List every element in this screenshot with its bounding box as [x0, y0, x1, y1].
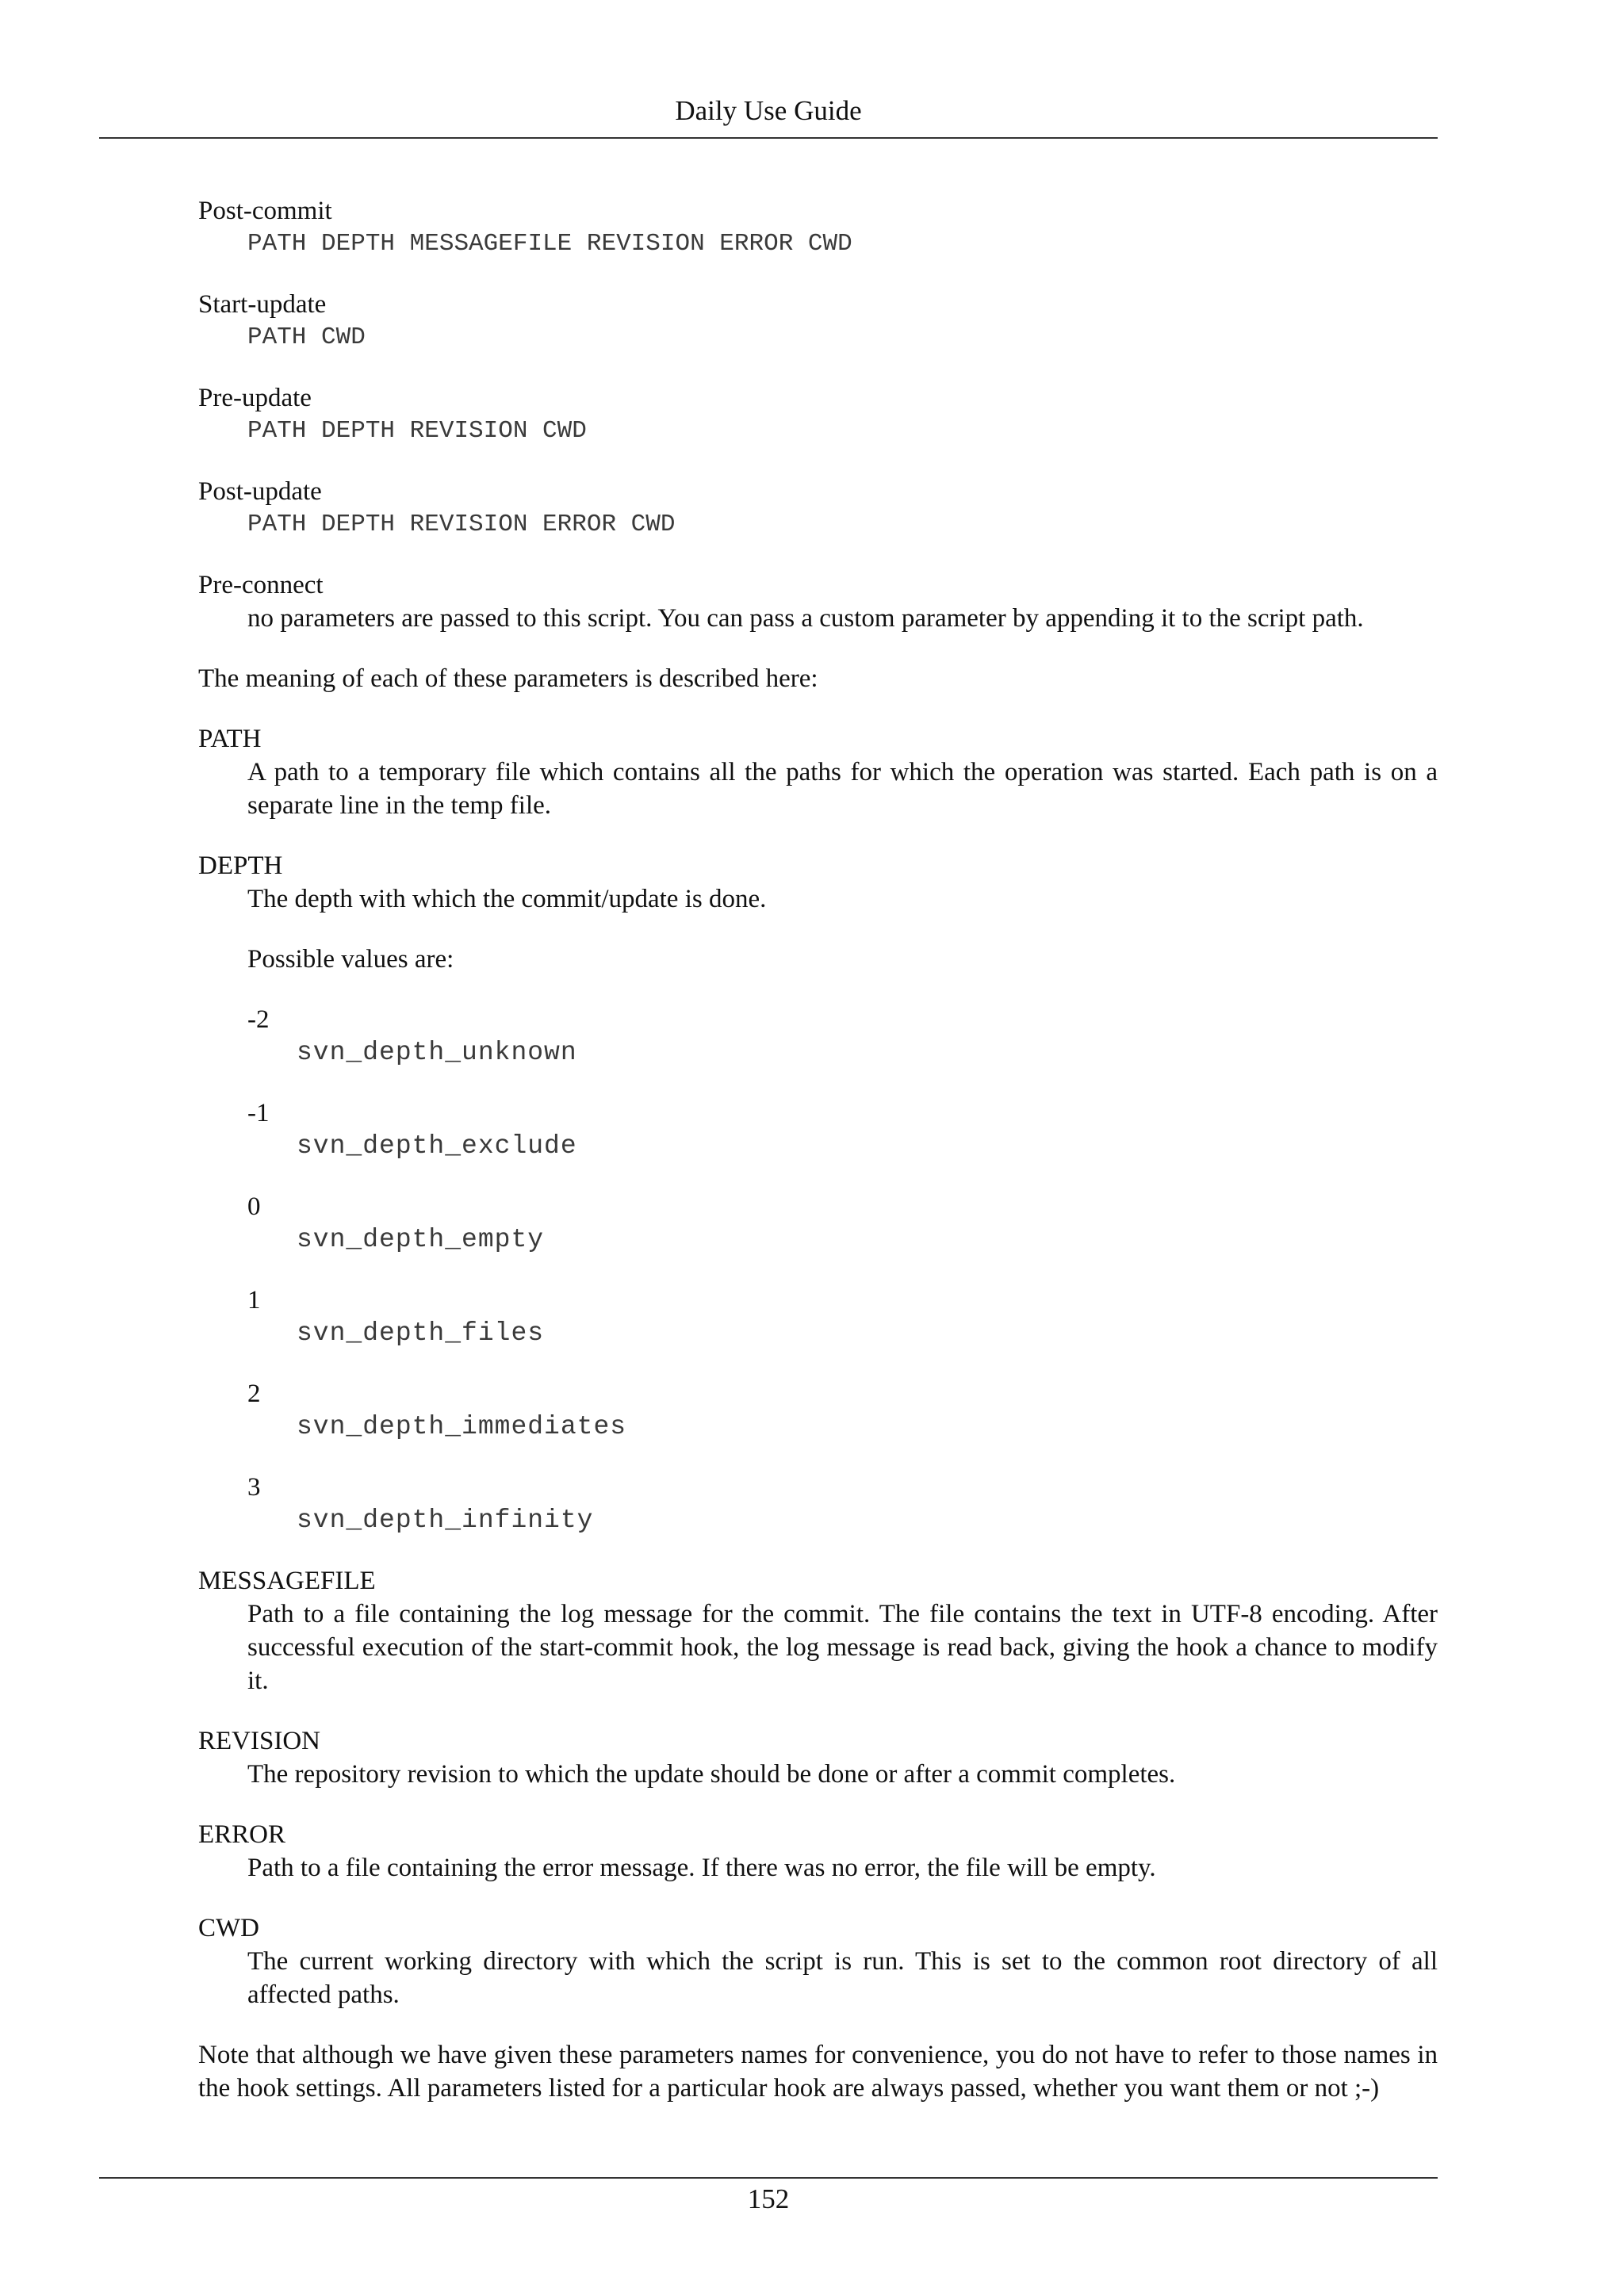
hook-desc-pre-connect: no parameters are passed to this script. You can pass a custom parameter by appending it to the script path.	[247, 604, 1364, 633]
running-header: Daily Use Guide	[675, 95, 862, 126]
hook-term-start-update: Start-update	[198, 290, 327, 319]
header-rule	[99, 137, 1438, 139]
hook-term-post-commit: Post-commit	[198, 197, 332, 225]
param-desc-cwd: The current working directory with which the script is run. This is set to the common root directory of all affected paths.	[247, 1947, 1438, 2009]
depth-value-name: svn_depth_infinity	[297, 1506, 594, 1535]
depth-value: 3	[247, 1473, 261, 1502]
depth-value: -2	[247, 1005, 270, 1034]
param-term-cwd: CWD	[198, 1914, 259, 1942]
hook-term-pre-update: Pre-update	[198, 384, 312, 412]
note-paragraph: Note that although we have given these parameters names for convenience, you do not have to refer to those names in the hook settings. All parameters listed for a particular hook are always passed, whether you want them or not ;-)	[198, 2041, 1438, 2103]
footer-rule	[99, 2177, 1438, 2179]
depth-value-name: svn_depth_unknown	[297, 1038, 577, 1067]
depth-value: 2	[247, 1380, 261, 1408]
depth-value-name: svn_depth_immediates	[297, 1412, 627, 1441]
param-desc-messagefile: Path to a file containing the log message for the commit. The file contains the text in UTF-8 encoding. After successful execution of the start-commit hook, the log message is read back, giving the hook a chance to modify it.	[247, 1600, 1438, 1695]
hook-term-pre-connect: Pre-connect	[198, 571, 324, 599]
param-desc-depth: The depth with which the commit/update is done.	[247, 885, 767, 913]
possible-values-label: Possible values are:	[247, 945, 454, 974]
param-term-messagefile: MESSAGEFILE	[198, 1567, 376, 1595]
hook-params-post-update: PATH DEPTH REVISION ERROR CWD	[247, 511, 676, 538]
param-term-path: PATH	[198, 725, 262, 753]
depth-value-name: svn_depth_exclude	[297, 1131, 577, 1161]
param-desc-revision: The repository revision to which the update should be done or after a commit completes.	[247, 1760, 1176, 1789]
depth-value: -1	[247, 1099, 270, 1127]
param-term-error: ERROR	[198, 1820, 286, 1849]
hook-params-start-update: PATH CWD	[247, 323, 366, 351]
page-content	[198, 194, 1438, 2105]
hook-term-post-update: Post-update	[198, 477, 322, 506]
depth-value-name: svn_depth_empty	[297, 1225, 545, 1254]
param-term-revision: REVISION	[198, 1727, 320, 1755]
param-desc-path: A path to a temporary file which contains all the paths for which the operation was started. Each path is on a separate line in the temp file.	[247, 758, 1438, 820]
depth-value: 1	[247, 1286, 261, 1314]
hook-params-pre-update: PATH DEPTH REVISION CWD	[247, 417, 587, 445]
depth-value-name: svn_depth_files	[297, 1318, 545, 1348]
hook-params-post-commit: PATH DEPTH MESSAGEFILE REVISION ERROR CWD	[247, 230, 852, 258]
page-number: 152	[747, 2183, 790, 2214]
param-desc-error: Path to a file containing the error message. If there was no error, the file will be empty.	[247, 1854, 1156, 1882]
depth-value: 0	[247, 1192, 261, 1221]
param-term-depth: DEPTH	[198, 851, 283, 880]
intro-paragraph: The meaning of each of these parameters is described here:	[198, 664, 818, 693]
